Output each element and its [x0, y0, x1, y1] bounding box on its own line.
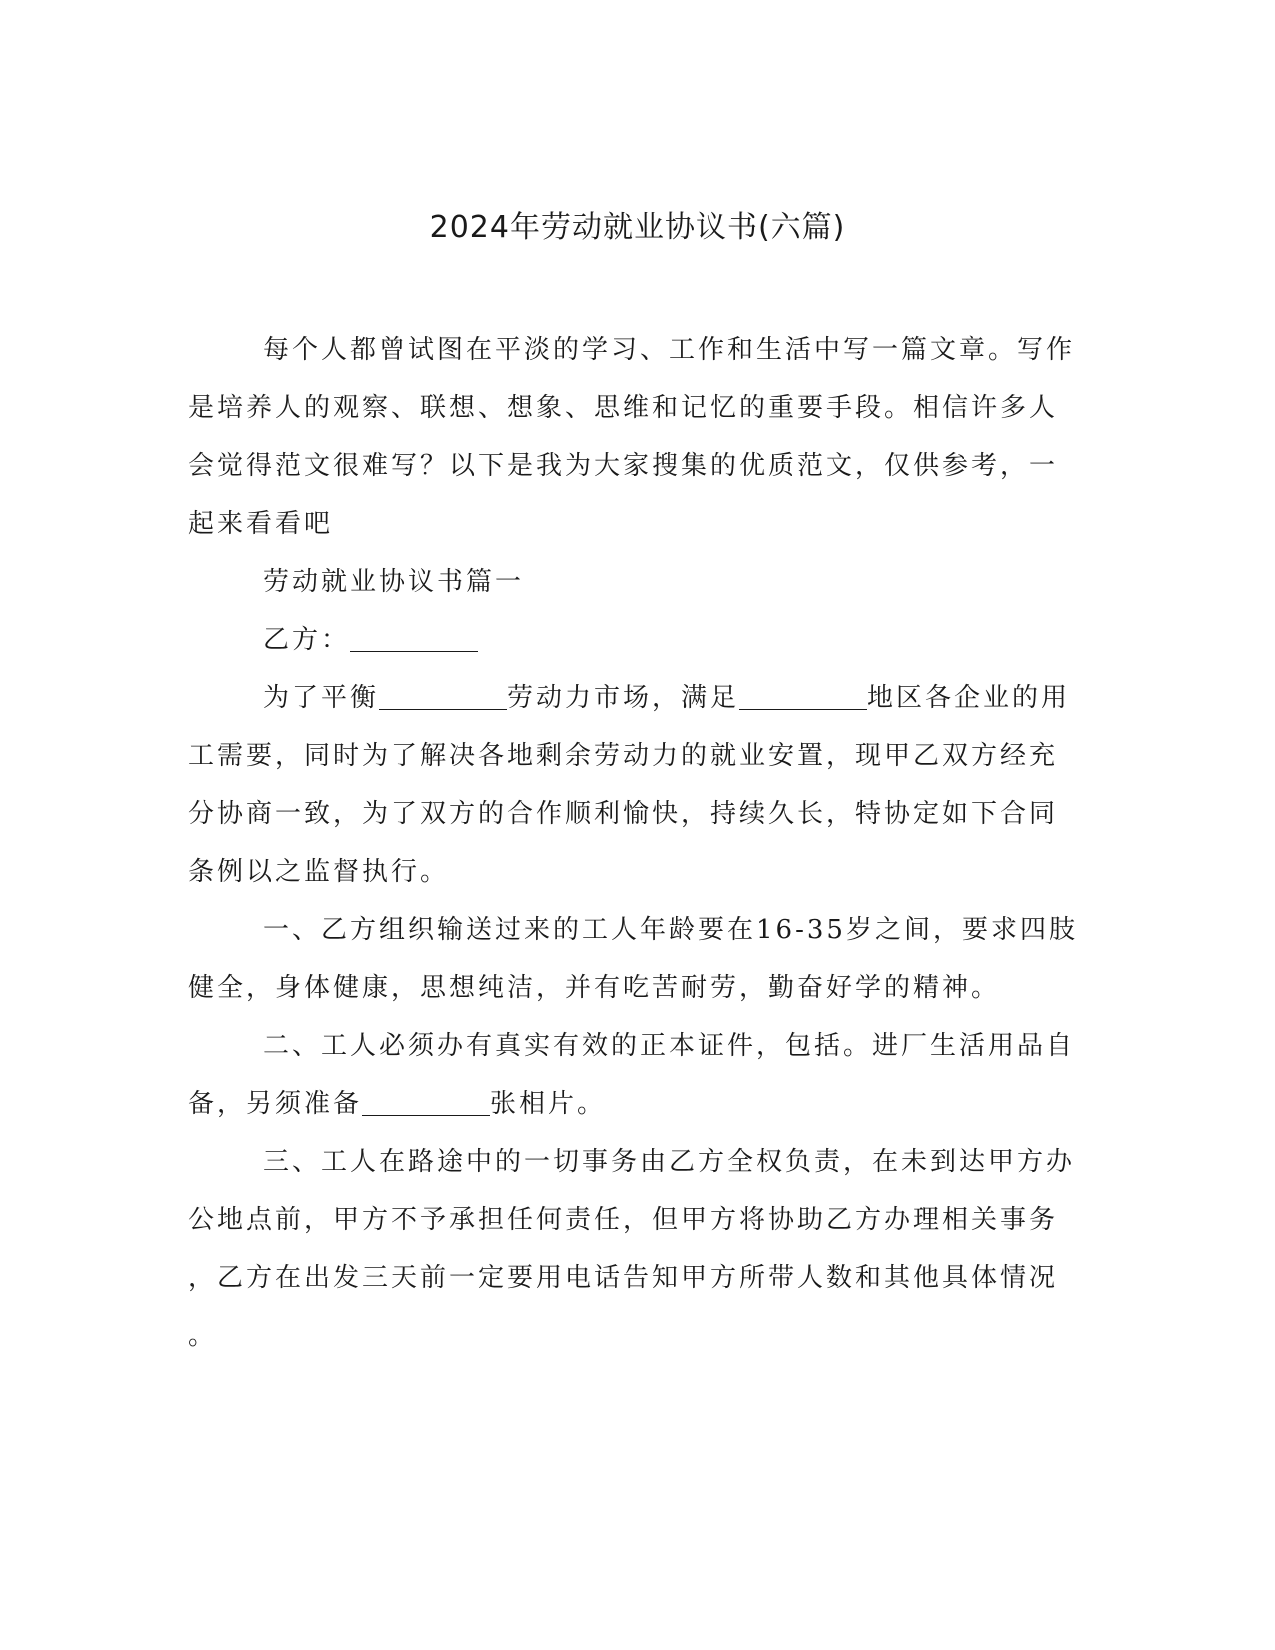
- clause-2-blank: [362, 1089, 490, 1116]
- p1-blank-1: [379, 683, 507, 710]
- intro-line-2: 是培养人的观察、联想、想象、思维和记忆的重要手段。相信许多人: [188, 393, 1059, 423]
- document-title: 2024年劳动就业协议书(六篇): [429, 210, 846, 245]
- clause-3-line-3: ，乙方在出发三天前一定要用电话告知甲方所带人数和其他具体情况: [188, 1263, 1059, 1293]
- party-b-label: 乙方：: [263, 625, 351, 655]
- party-b-line: [263, 620, 478, 660]
- clause-3-line-4: 。: [188, 1321, 218, 1351]
- intro-line-3: 会觉得范文很难写？以下是我为大家搜集的优质范文，仅供参考，一: [188, 451, 1059, 481]
- intro-line-1: 每个人都曾试图在平淡的学习、工作和生活中写一篇文章。写作: [263, 335, 1076, 365]
- p1-line-2: 工需要，同时为了解决各地剩余劳动力的就业安置，现甲乙双方经充: [188, 741, 1059, 771]
- p1-text-c: 地区各企业的用: [867, 683, 1071, 713]
- clause-2-line-1: 二、工人必须办有真实有效的正本证件，包括。进厂生活用品自: [263, 1031, 1076, 1061]
- clause-3-line-1: 三、工人在路途中的一切事务由乙方全权负责，在未到达甲方办: [263, 1147, 1076, 1177]
- clause-3-line-2: 公地点前，甲方不予承担任何责任，但甲方将协助乙方办理相关事务: [188, 1205, 1059, 1235]
- p1-line-4: 条例以之监督执行。: [188, 857, 450, 887]
- p1-text-b: 劳动力市场，满足: [507, 683, 740, 713]
- section-heading: 劳动就业协议书篇一: [263, 567, 525, 597]
- clause-2-text-b: 张相片。: [490, 1089, 607, 1119]
- p1-text-a: 为了平衡: [263, 683, 380, 713]
- party-b-blank: [350, 625, 478, 652]
- intro-line-4: 起来看看吧: [188, 509, 334, 539]
- p1-line-1: [263, 678, 1070, 718]
- clause-2-line-2: [188, 1084, 606, 1124]
- clause-1-line-1: 一、乙方组织输送过来的工人年龄要在16-35岁之间，要求四肢: [263, 915, 1078, 945]
- p1-blank-2: [739, 683, 867, 710]
- clause-2-text-a: 备，另须准备: [188, 1089, 363, 1119]
- clause-1-line-2: 健全，身体健康，思想纯洁，并有吃苦耐劳，勤奋好学的精神。: [188, 973, 1001, 1003]
- p1-line-3: 分协商一致，为了双方的合作顺利愉快，持续久长，特协定如下合同: [188, 799, 1059, 829]
